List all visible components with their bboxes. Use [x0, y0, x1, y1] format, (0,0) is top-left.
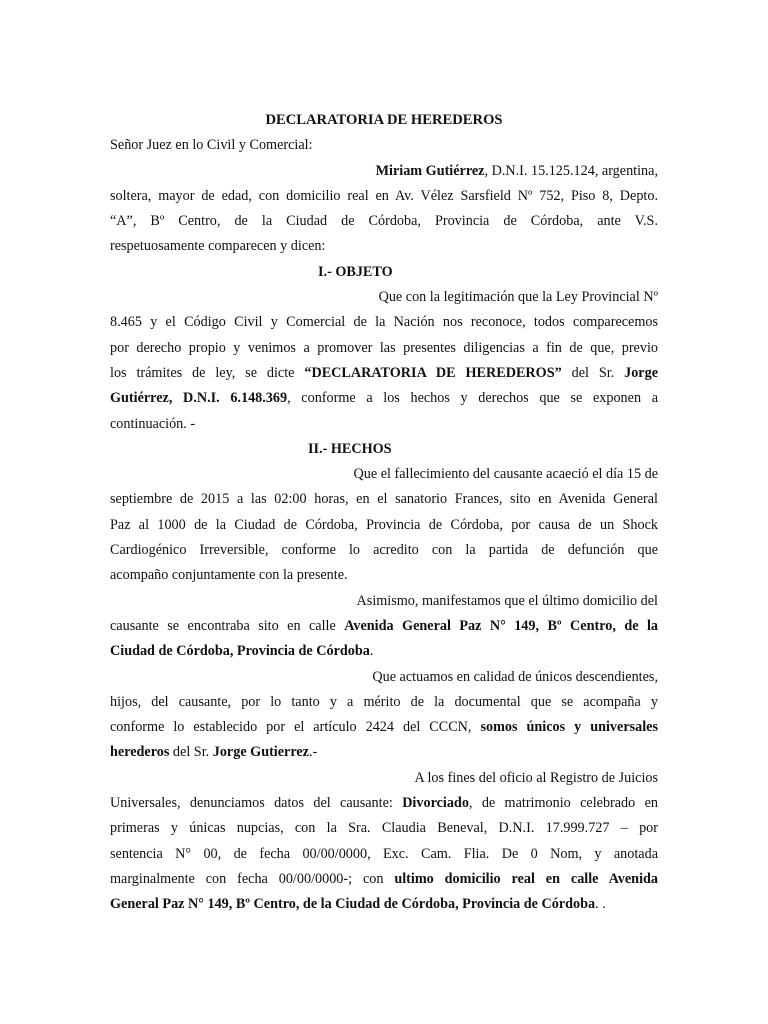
p4-l5a: marginalmente con fecha 00/00/0000-; con	[110, 870, 395, 887]
objeto-l4a: los trámites de ley, se dicte	[110, 364, 305, 381]
p4-l6b: . .	[595, 896, 606, 913]
p4-l2c: , de matrimonio celebrado en	[468, 795, 658, 812]
hechos-p1-line-1: Que el fallecimiento del causante acaeció el día 15 de	[353, 466, 658, 483]
p3-l3a: conforme lo establecido por el artículo 2424 del CCCN,	[110, 719, 481, 736]
intro-line-1	[110, 159, 658, 184]
hechos-p1-line-4: Cardiogénico Irreversible, conforme lo acredito con la partida de defunción que	[110, 542, 658, 559]
p3-l3b: somos únicos y universales	[480, 719, 658, 736]
greeting: Señor Juez en lo Civil y Comercial:	[110, 137, 313, 154]
objeto-line-1: Que con la legitimación que la Ley Provincial Nº	[378, 289, 658, 306]
p2-l3b: .	[369, 643, 374, 660]
hechos-p3-line-3	[110, 715, 658, 740]
p3-l4d: .-	[308, 744, 318, 761]
hechos-p4-line-2	[110, 791, 658, 816]
p3-l4b: del Sr.	[169, 744, 213, 761]
hechos-p3-line-1: Que actuamos en calidad de únicos descendientes,	[372, 668, 658, 685]
hechos-p1-line-2: septiembre de 2015 a las 02:00 horas, en el sanatorio Frances, sito en Avenida General	[110, 491, 658, 508]
objeto-line-2: 8.465 y el Código Civil y Comercial de la Nación nos reconoce, todos comparecemos	[110, 314, 658, 331]
intro-line-4: respetuosamente comparecen y dicen:	[110, 238, 326, 255]
hechos-p2-line-3	[110, 639, 658, 664]
objeto-l5a: Gutiérrez, D.N.I. 6.148.369	[110, 390, 288, 407]
title-text: DECLARATORIA DE HEREDEROS	[265, 112, 503, 128]
hechos-p3-line-4	[110, 740, 658, 765]
hechos-p4-line-5	[110, 867, 658, 892]
hechos-p1-line-5: acompaño conjuntamente con la presente.	[110, 567, 348, 584]
objeto-line-3: por derecho propio y venimos a promover las presentes diligencias a fin de que, previo	[110, 339, 658, 356]
hechos-p4-line-6	[110, 892, 658, 917]
hechos-p4-line-4: sentencia N° 00, de fecha 00/00/0000, Exc. Cam. Flia. De 0 Nom, y anotada	[110, 845, 658, 862]
hechos-p2-line-2	[110, 614, 658, 639]
section-heading-objeto: I.- OBJETO	[318, 263, 393, 280]
hechos-p4-line-1: A los fines del oficio al Registro de Juicios	[414, 769, 658, 786]
objeto-line-5	[110, 386, 658, 411]
intro-line-3: “A”, Bº Centro, de la Ciudad de Córdoba, Provincia de Córdoba, ante V.S.	[110, 213, 658, 230]
hechos-p3-line-2: hijos, del causante, por lo tanto y a mérito de la documental que se acompaña y	[110, 693, 658, 710]
hechos-p4-line-3: primeras y únicas nupcias, con la Sra. Claudia Beneval, D.N.I. 17.999.727 – por	[110, 820, 658, 837]
hechos-p2-line-1: Asimismo, manifestamos que el último domicilio del	[356, 592, 658, 609]
p4-l2b: Divorciado	[402, 795, 469, 812]
document-body	[110, 108, 658, 918]
objeto-l4b: “DECLARATORIA DE HEREDEROS”	[304, 364, 562, 381]
intro-line-1-text: , D.N.I. 15.125.124, argentina,	[484, 162, 658, 179]
p3-l4a: herederos	[110, 744, 170, 761]
objeto-line-4	[110, 361, 658, 386]
hechos-p1-line-3: Paz al 1000 de la Ciudad de Córdoba, Provincia de Córdoba, por causa de un Shock	[110, 516, 658, 533]
p3-l4c: Jorge Gutierrez	[212, 744, 309, 761]
objeto-l5b: , conforme a los hechos y derechos que se exponen a	[287, 390, 658, 407]
objeto-l4c: del Sr.	[561, 364, 625, 381]
intro-line-2: soltera, mayor de edad, con domicilio real en Av. Vélez Sarsfield Nº 752, Piso 8, Depto.	[110, 187, 658, 204]
p4-l2a: Universales, denunciamos datos del causante:	[110, 795, 403, 812]
p4-l6a: General Paz N° 149, Bº Centro, de la Ciudad de Córdoba, Provincia de Córdoba	[110, 896, 596, 913]
p2-l2b: Avenida General Paz N° 149, Bº Centro, de la	[344, 617, 658, 634]
document-title	[110, 108, 658, 133]
petitioner-name: Miriam Gutiérrez	[375, 162, 485, 179]
p2-l3a: Ciudad de Córdoba, Provincia de Córdoba	[110, 643, 370, 660]
p2-l2a: causante se encontraba sito en calle	[110, 617, 345, 634]
objeto-line-6: continuación. -	[110, 415, 196, 432]
section-heading-hechos: II.- HECHOS	[308, 440, 392, 457]
p4-l5b: ultimo domicilio real en calle Avenida	[394, 870, 658, 887]
objeto-l4d: Jorge	[624, 364, 658, 381]
